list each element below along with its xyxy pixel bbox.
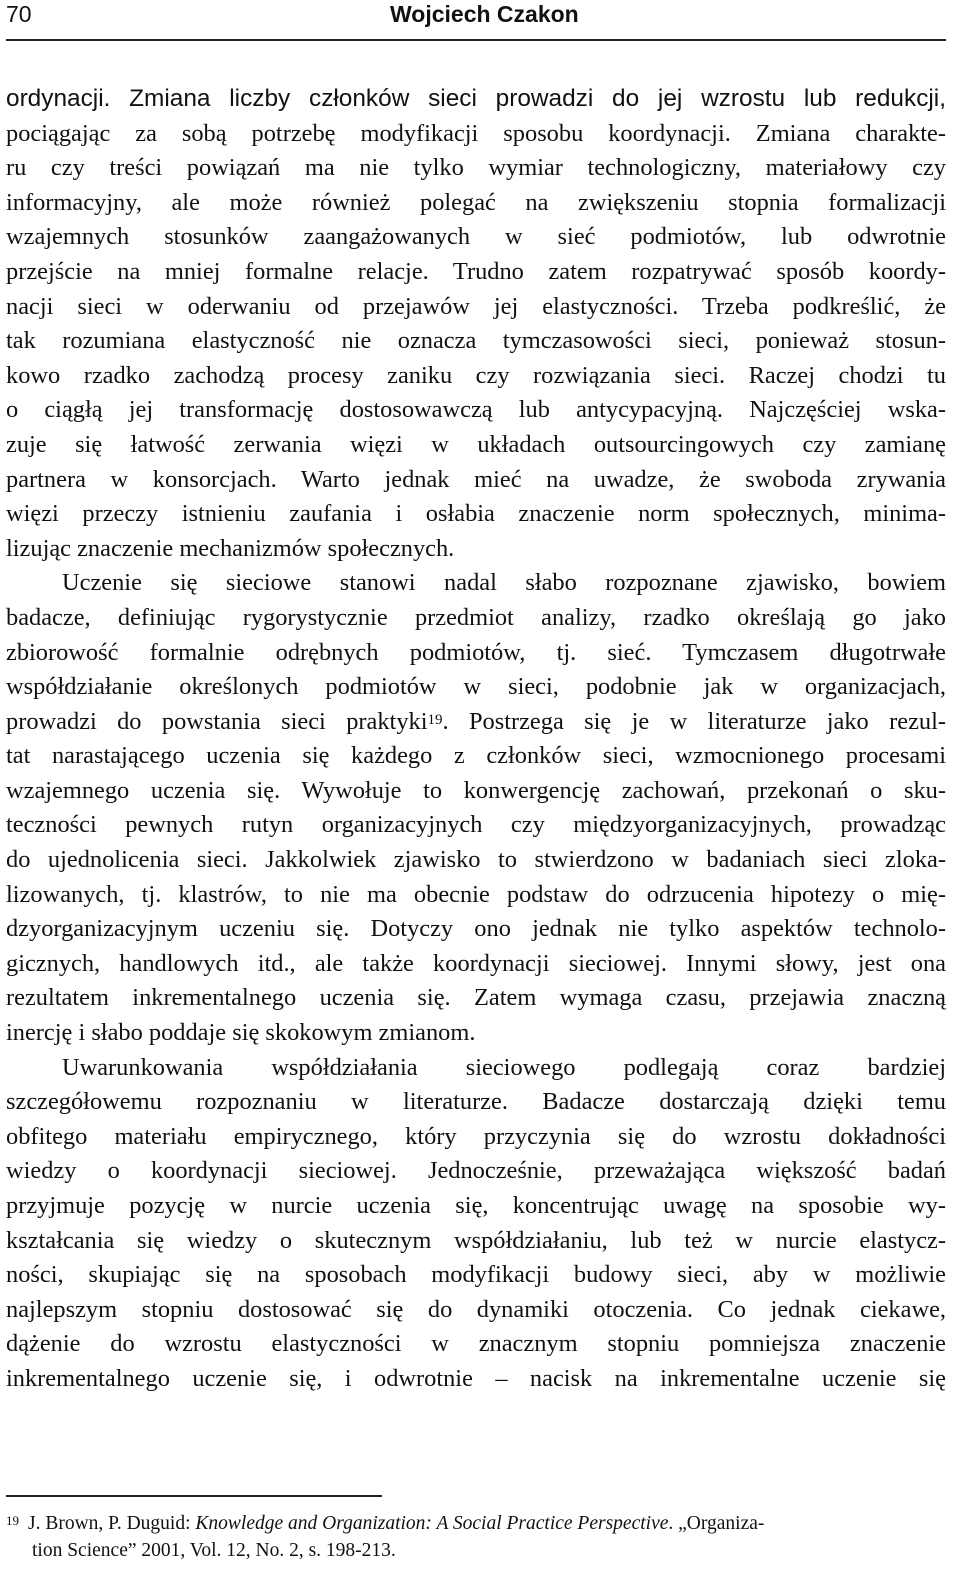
text-line: o ciągłą jej transformację dostosowawczą lub antycypacyjną. Najczęściej wska- — [6, 396, 946, 424]
text-line: zbiorowość formalnie odrębnych podmiotów, tj. sieć. Tymczasem długotrwałe — [6, 638, 946, 666]
text-line: gicznych, handlowych itd., ale także koordynacji sieciowej. Innymi słowy, jest ona — [6, 949, 946, 977]
paragraph — [6, 82, 946, 566]
text-line: nacji sieci w oderwaniu od przejawów jej elastyczności. Trzeba podkreślić, że — [6, 292, 946, 320]
text-line: przyjmuje pozycję w nurcie uczenia się, koncentrując uwagę na sposobie wy- — [6, 1192, 946, 1219]
text-line: badacze, definiując rygorystycznie przedmiot analizy, rzadko określają go jako — [6, 603, 946, 631]
text-line: ności, skupiając się na sposobach modyfikacji budowy sieci, aby w możliwie — [6, 1261, 946, 1289]
text-line: ru czy treści powiązań ma nie tylko wymiar technologiczny, materiałowy czy — [6, 154, 946, 182]
text-line: lizując znaczenie mechanizmów społecznych. — [6, 534, 455, 562]
text-line: tak rozumiana elastyczność nie oznacza tymczasowości sieci, ponieważ stosun- — [6, 327, 946, 355]
text-line: przejście na mniej formalne relacje. Trudno zatem rozpatrywać sposób koordy- — [6, 257, 946, 285]
text-line: obfitego materiału empirycznego, który przyczynia się do wzrostu dokładności — [6, 1122, 946, 1150]
footnote-line: tion Science” 2001, Vol. 12, No. 2, s. 198-213. — [32, 1540, 396, 1561]
text-line: pociągając za sobą potrzebę modyfikacji sposobu koordynacji. Zmiana charakte- — [6, 119, 946, 147]
text-line: kowo rzadko zachodzą procesy zaniku czy rozwiązania sieci. Raczej chodzi tu — [6, 361, 946, 389]
text-line: ordynacji. Zmiana liczby członków sieci prowadzi do jej wzrostu lub redukcji, — [6, 85, 946, 112]
body-text — [6, 82, 946, 1397]
header-rule — [6, 39, 946, 41]
text-line: tat narastającego uczenia się każdego z członków sieci, wzmocnionego procesami — [6, 742, 946, 770]
page-header — [6, 0, 946, 34]
footnote-separator — [6, 1495, 382, 1497]
footnote-source: . „Organiza- — [668, 1513, 765, 1534]
footnote-reference[interactable]: 19 — [427, 711, 443, 728]
text-segment: prowadzi do powstania sieci praktyki — [6, 707, 428, 735]
text-line: szczegółowemu rozpoznaniu w literaturze. Badacze dostarczają dzięki temu — [6, 1088, 946, 1116]
text-line: rezultatem inkrementalnego uczenia się. Zatem wymaga czasu, przejawia znaczną — [6, 984, 946, 1012]
text-line: wzajemnego uczenia się. Wywołuje to konwergencję zachowań, przekonań o sku- — [6, 776, 946, 804]
footnote-line — [6, 1510, 946, 1537]
text-line: dzyorganizacyjnym uczeniu się. Dotyczy ono jednak nie tylko aspektów technolo- — [6, 915, 946, 943]
text-line: najlepszym stopniu dostosować się do dynamiki otoczenia. Co jednak ciekawe, — [6, 1295, 946, 1323]
text-line: Uczenie się sieciowe stanowi nadal słabo rozpoznane zjawisko, bowiem — [62, 569, 946, 597]
page-number: 70 — [6, 1, 32, 27]
paragraph — [6, 566, 946, 1050]
text-line: informacyjny, ale może również polegać na zwiększeniu stopnia formalizacji — [6, 188, 946, 216]
text-line: do ujednolicenia sieci. Jakkolwiek zjawisko to stwierdzono w badaniach sieci zloka- — [6, 846, 946, 874]
footnote-marker: 19 — [6, 1513, 19, 1528]
text-line: inercję i słabo poddaje się skokowym zmianom. — [6, 1019, 476, 1047]
text-segment: . Postrzega się je w literaturze jako rezul- — [442, 707, 946, 735]
text-line: zuje się łatwość zerwania więzi w układach outsourcingowych czy zamianę — [6, 430, 946, 458]
text-line: teczności pewnych rutyn organizacyjnych czy międzyorganizacyjnych, prowadząc — [6, 811, 946, 839]
footnote-authors: J. Brown, P. Duguid: — [28, 1513, 196, 1534]
text-line: współdziałanie określonych podmiotów w sieci, podobnie jak w organizacjach, — [6, 673, 946, 701]
text-line: lizowanych, tj. klastrów, to nie ma obecnie podstaw do odrzucenia hipotezy o mię- — [6, 880, 946, 908]
running-head-author: Wojciech Czakon — [390, 1, 579, 27]
text-line: więzi przeczy istnieniu zaufania i osłabia znaczenie norm społecznych, minima- — [6, 500, 946, 528]
text-line: wiedzy o koordynacji sieciowej. Jednocześnie, przeważająca większość badań — [6, 1157, 946, 1185]
text-line: inkrementalnego uczenie się, i odwrotnie – nacisk na inkrementalne uczenie się — [6, 1364, 946, 1392]
footnote — [6, 1510, 946, 1564]
text-line-with-footnote — [6, 705, 946, 740]
footnote-title: Knowledge and Organization: A Social Practice Perspective — [195, 1513, 669, 1534]
text-line: dążenie do wzrostu elastyczności w znacznym stopniu pomniejsza znaczenie — [6, 1330, 946, 1358]
text-line: wzajemnych stosunków zaangażowanych w sieć podmiotów, lub odwrotnie — [6, 223, 946, 251]
paragraph — [6, 1051, 946, 1397]
text-line: kształcania się wiedzy o skutecznym współdziałaniu, lub też w nurcie elastycz- — [6, 1226, 946, 1254]
text-line: Uwarunkowania współdziałania sieciowego podlegają coraz bardziej — [62, 1053, 946, 1081]
text-line: partnera w konsorcjach. Warto jednak mieć na uwadze, że swoboda zrywania — [6, 465, 946, 493]
